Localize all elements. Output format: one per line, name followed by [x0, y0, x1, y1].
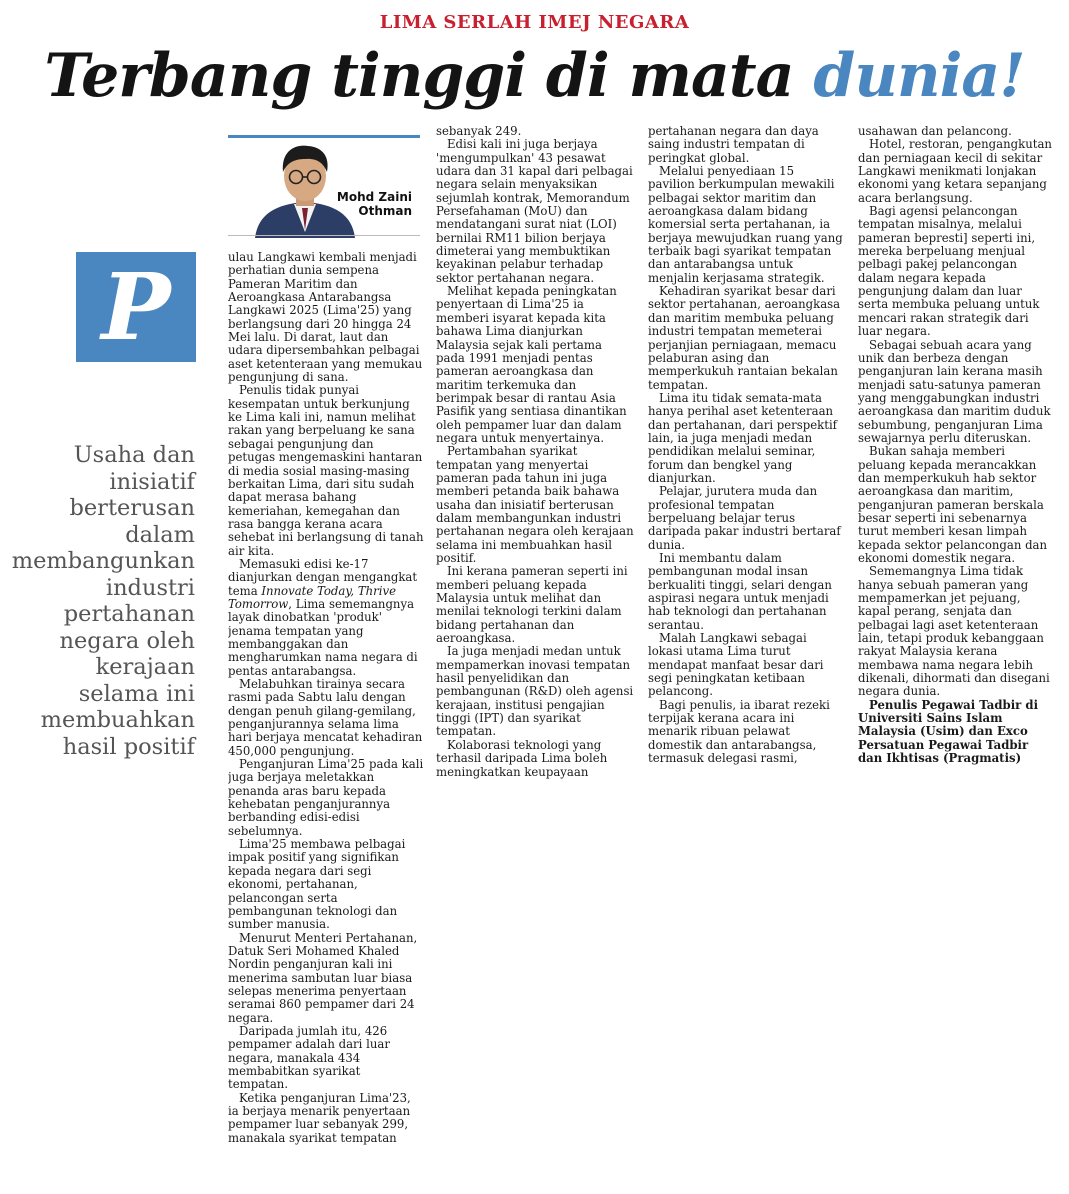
pull-quote-line: pertahanan	[63, 601, 195, 627]
pull-quote	[8, 442, 195, 760]
pull-quote-line: kerajaan	[95, 654, 195, 680]
drop-cap: P	[76, 252, 196, 362]
body-paragraph: Kehadiran syarikat besar dari sektor pertahanan, aeroangkasa dan maritim membuka peluang industri tempatan memeterai perjanjian perniagaan, memacu pelaburan asing dan memperkukuh rantaian bekalan tempatan.	[648, 284, 841, 392]
event-theme: Innovate Today, Thrive Tomorrow	[228, 583, 397, 611]
pull-quote-line: hasil positif	[62, 733, 195, 760]
body-paragraph: Menurut Menteri Pertahanan, Datuk Seri Mohamed Khaled Nordin penganjuran kali ini menerima sambutan luar biasa selepas menerima penyertaan seramai 860 pempamer dari 24 negara.	[228, 930, 418, 1025]
body-paragraph: Bagi agensi pelancongan tempatan misalnya, melalui pameran bepresti] seperti ini, mereka berpeluang menjual pelbagi pakej pelancongan dalam negara kepada pengunjung dalam dan luar serta membuka peluang untuk mencari rakan strategik dari luar negara.	[858, 204, 1040, 339]
body-paragraph: Melihat kepada peningkatan penyertaan di Lima'25 ia memberi isyarat kepada kita bahawa Lima dianjurkan Malaysia sejak kali pertama pada 1991 menjadi pentas pameran aeroangkasa dan maritim terkemuka dan berimpak besar di rantau Asia Pasifik yang sentiasa dinantikan oleh pempamer luar dan dalam negara untuk menyertainya.	[436, 284, 627, 445]
body-paragraph: Daripada jumlah itu, 426 pempamer adalah dari luar negara, manakala 434 membabitkan syarikat tempatan.	[228, 1023, 390, 1092]
body-column-3	[648, 125, 844, 785]
body-column-4	[858, 125, 1054, 795]
body-paragraph: Penganjuran Lima'25 pada kali juga berjaya meletakkan penanda aras baru kepada kehebatan penganjurannya berbanding edisi-edisi sebelumnya.	[228, 757, 424, 838]
body-paragraph: Bagi penulis, ia ibarat rezeki terpijak kerana acara ini menarik ribuan pelawat domestik dan antarabangsa, termasuk delegasi rasmi,	[648, 697, 830, 766]
body-paragraph: Ketika penganjuran Lima'23, ia berjaya menarik penyertaan pempamer luar sebanyak 299, manakala syarikat tempatan	[228, 1090, 411, 1145]
pull-quote-line: industri	[105, 574, 195, 601]
body-paragraph: Ia juga menjadi medan untuk mempamerkan inovasi tempatan hasil penyelidikan dan pembangunan (R&D) oleh agensi kerajaan, institusi pengajian tinggi (IPT) dan syarikat tempatan.	[436, 644, 634, 739]
pull-quote-line: dalam	[125, 521, 195, 548]
author-name-line1: Mohd Zaini	[336, 190, 412, 204]
section-kicker: LIMA SERLAH IMEJ NEGARA	[379, 12, 690, 33]
body-column-2	[436, 125, 634, 790]
pull-quote-line: berterusan	[69, 495, 195, 521]
author-box	[228, 135, 420, 238]
body-paragraph: ulau Langkawi kembali menjadi perhatian dunia sempena Pameran Maritim dan Aeroangkasa Antarabangsa Langkawi 2025 (Lima'25) yang berlangsung dari 20 hingga 24 Mei lalu. Di darat, laut dan udara dipersembahkan pelbagai aset ketenteraan yang memukau pengunjung di sana.	[228, 251, 423, 385]
headline-main: Terbang tinggi di mata	[44, 41, 814, 111]
body-text: Memasuki edisi ke-17 dianjurkan dengan mengangkat tema	[228, 556, 418, 598]
body-paragraph: Kolaborasi teknologi yang terhasil daripada Lima boleh meningkatkan keupayaan	[436, 737, 608, 779]
pull-quote-line: membuahkan	[40, 707, 195, 733]
body-paragraph: Melalui penyediaan 15 pavilion berkumpulan mewakili pelbagai sektor maritim dan aeroangkasa dalam bidang komersial serta pertahanan, ia berjaya mewujudkan ruang yang terbaik bagi syarikat tempatan dan antarabangsa untuk menjalin kerjasama strategik.	[648, 164, 843, 285]
author-name	[337, 190, 412, 218]
body-paragraph: Bukan sahaja memberi peluang kepada merancakkan dan memperkukuh hab sektor aeroangkasa dan maritim, penganjuran pameran berskala besar seperti ini sebenarnya turut memberi kesan limpah kepada sektor pelancongan dan ekonomi domestik negara.	[858, 444, 1048, 565]
pull-quote-line: Usaha dan	[73, 442, 195, 468]
body-paragraph: Ini membantu dalam pembangunan modal insan berkualiti tinggi, selari dengan aspirasi negara untuk menjadi hab teknologi dan pertahanan serantau.	[648, 551, 832, 632]
body-paragraph: Malah Langkawi sebagai lokasi utama Lima turut mendapat manfaat besar dari segi peningkatan ketibaan pelancong.	[648, 631, 824, 699]
body-paragraph: Pelajar, jurutera muda dan profesional tempatan berpeluang belajar terus daripada pakar industri bertaraf dunia.	[648, 484, 841, 552]
pull-quote-line: selama ini	[78, 680, 195, 707]
body-paragraph: sebanyak 249.	[436, 125, 522, 138]
body-paragraph: Lima itu tidak semata-mata hanya perihal aset ketenteraan dan pertahanan, dari perspektif lain, ia juga menjadi medan pendidikan melalui seminar, forum dan bengkel yang dianjurkan.	[648, 390, 838, 485]
body-paragraph: Sememangnya Lima tidak hanya sebuah pameran yang mempamerkan jet pejuang, kapal perang, senjata dan pelbagai lagi aset ketenteraan lain, tetapi produk kebanggaan rakyat Malaysia kerana membawa nama negara lebih dikenali, dihormati dan disegani negara dunia.	[858, 564, 1050, 699]
author-note: Penulis Pegawai Tadbir di Universiti Sains Islam Malaysia (Usim) dan Exco Persatuan Pegawai Tadbir dan Ikhtisas (Pragmatis)	[858, 697, 1039, 766]
body-paragraph: Pertambahan syarikat tempatan yang menyertai pameran pada tahun ini juga memberi petanda baik bahawa usaha dan inisiatif berterusan dalam membangunkan industri pertahanan negara oleh kerajaan selama ini membuahkan hasil positif.	[436, 444, 634, 565]
body-text: , Lima sememangnya layak dinobatkan 'produk' jenama tempatan yang membanggakan dan mengharumkan nama negara di pentas antarabangsa.	[228, 596, 418, 678]
body-paragraph: Hotel, restoran, pengangkutan dan perniagaan kecil di sekitar Langkawi menikmati lonjakan ekonomi yang ketara sepanjang acara berlangsung.	[858, 137, 1052, 205]
body-paragraph: Edisi kali ini juga berjaya 'mengumpulkan' 43 pesawat udara dan 31 kapal dari pelbagai negara selain menyaksikan sejumlah kontrak, Memorandum Persefahaman (MoU) dan mendatangani surat niat (LOI) bernilai RM11 bilion berjaya dimeterai yang membuktikan keyakinan pelabur terhadap sektor pertahanan negara.	[436, 137, 633, 285]
body-paragraph	[228, 558, 424, 678]
body-paragraph: Lima'25 membawa pelbagai impak positif yang signifikan kepada negara dari segi ekonomi, pertahanan, pelancongan serta pembangunan teknologi dan sumber manusia.	[228, 837, 406, 932]
body-paragraph: pertahanan negara dan daya saing industri tempatan di peringkat global.	[648, 125, 819, 165]
body-paragraph: usahawan dan pelancong.	[858, 125, 1012, 138]
body-paragraph: Penulis tidak punyai kesempatan untuk berkunjung ke Lima kali ini, namun melihat rakan yang berpeluang ke sana sebagai pengunjung dan petugas mengemaskini hantaran di media sosial masing-masing berkaitan Lima, dari situ sudah dapat merasa bahang kemeriahan, kemegahan dan rasa bangga kerana acara sehebat ini berlangsung di tanah air kita.	[228, 383, 424, 558]
headline	[0, 36, 1069, 116]
body-paragraph: Sebagai sebuah acara yang unik dan berbeza dengan penganjuran lain kerana masih menjadi satu-satunya pameran yang menggabungkan industri aeroangkasa dan maritim duduk sebumbung, penganjuran Lima sewajarnya perlu diteruskan.	[858, 337, 1051, 445]
body-paragraph: Ini kerana pameran seperti ini memberi peluang kepada Malaysia untuk melihat dan menilai teknologi terkini dalam bidang pertahanan dan aeroangkasa.	[436, 564, 628, 646]
pull-quote-line: negara oleh	[59, 627, 195, 654]
author-divider	[228, 235, 420, 236]
author-name-line2: Othman	[358, 204, 412, 218]
pull-quote-line: membangunkan	[11, 548, 195, 574]
pull-quote-line: inisiatif	[109, 468, 195, 495]
body-column-1	[228, 251, 424, 1176]
body-paragraph: Melabuhkan tirainya secara rasmi pada Sabtu lalu dengan dengan penuh gilang-gemilang, penganjurannya selama lima hari berjaya mencatat kehadiran 450,000 pengunjung.	[228, 677, 423, 758]
headline-accent: dunia!	[813, 41, 1025, 111]
